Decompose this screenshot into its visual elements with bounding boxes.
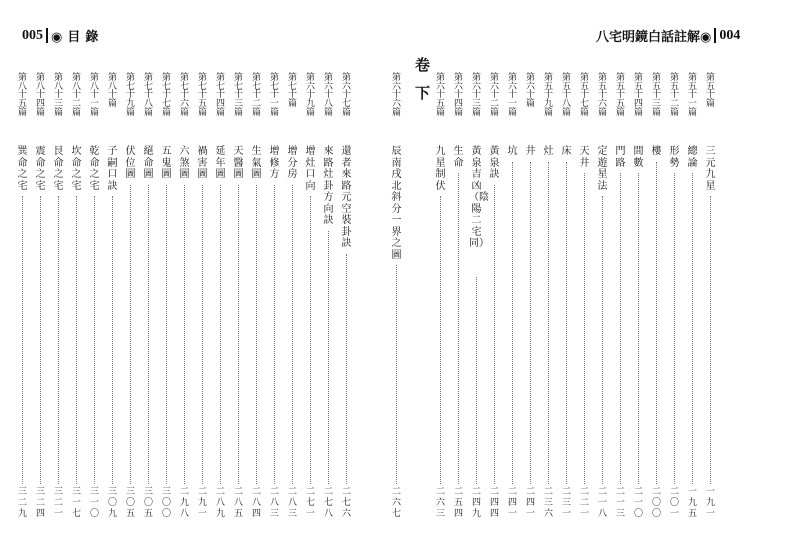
toc-entry	[213, 74, 228, 520]
toc-entry	[631, 74, 646, 520]
chapter-number: 第五十九篇	[543, 73, 553, 118]
leader-dots	[476, 277, 477, 485]
right-page-header	[596, 26, 740, 45]
leader-dots	[274, 185, 275, 485]
chapter-number: 第八十四篇	[35, 73, 45, 118]
page-number: 二〇〇	[651, 487, 661, 519]
chapter-title: 伏位圖	[125, 146, 136, 180]
leader-dots	[346, 254, 347, 485]
leader-dots	[584, 173, 585, 484]
toc-entry	[613, 74, 628, 520]
chapter-number: 第七十六篇	[179, 73, 189, 118]
chapter-number: 第五十八篇	[561, 73, 571, 118]
volume-part-label: 下	[415, 84, 431, 102]
chapter-number: 第七十七篇	[161, 73, 171, 118]
page-number: 二四四	[489, 487, 499, 519]
chapter-number: 第六十六篇	[391, 73, 401, 118]
leader-dots	[566, 162, 567, 485]
page-number: 二九一	[197, 487, 207, 519]
chapter-number: 第六十八篇	[323, 73, 333, 118]
leader-dots	[202, 185, 203, 485]
leader-dots	[76, 196, 77, 484]
toc-entry	[339, 74, 354, 520]
leader-dots	[692, 173, 693, 484]
toc-entry	[595, 74, 610, 520]
leader-dots	[184, 185, 185, 485]
page-number: 二八四	[251, 487, 261, 519]
chapter-number: 第五十二篇	[669, 73, 679, 118]
chapter-title: 六煞圖	[179, 146, 190, 180]
chapter-number: 第六十七篇	[341, 73, 351, 118]
page-number: 二一〇	[633, 487, 643, 519]
book-title: 八宅明鏡白話註解◉	[596, 30, 712, 45]
header-divider	[46, 28, 48, 43]
toc-entry	[141, 74, 156, 520]
page-number: 二八五	[233, 487, 243, 519]
page-number: 二六三	[435, 487, 445, 519]
toc-entry	[685, 74, 700, 520]
page-number: 二四九	[471, 487, 481, 519]
toc-entry	[389, 74, 404, 520]
chapter-number: 第六十九篇	[305, 73, 315, 118]
toc-entry	[321, 74, 336, 520]
page-number: 二五四	[453, 487, 463, 519]
leader-dots	[602, 196, 603, 484]
toc-entry	[469, 73, 489, 520]
chapter-title: 禍害圖	[197, 146, 208, 180]
toc-entry	[195, 74, 210, 520]
page-number: 三二四	[35, 487, 45, 519]
chapter-title: 艮命之宅	[53, 146, 64, 192]
page-number: 二八三	[269, 487, 279, 519]
chapter-title: 乾命之宅	[89, 146, 100, 192]
leader-dots	[130, 185, 131, 485]
toc-entry	[505, 74, 520, 520]
chapter-title: 延年圖	[215, 146, 226, 180]
toc-entry	[231, 74, 246, 520]
toc-entry	[177, 74, 192, 520]
toc-entry	[541, 74, 556, 520]
toc-entry	[285, 74, 300, 520]
page-number: 二三一	[561, 487, 571, 519]
leader-dots	[512, 162, 513, 485]
chapter-title: 灶	[543, 146, 554, 157]
toc-entry	[159, 74, 174, 520]
toc-entry	[649, 74, 664, 520]
page-number: 二四一	[507, 487, 517, 519]
chapter-number: 第六十三篇	[471, 73, 481, 118]
chapter-title: 增分房	[287, 146, 298, 180]
chapter-number: 第五十篇	[705, 73, 715, 110]
page-number: 三二九	[17, 487, 27, 519]
chapter-number: 第八十篇	[107, 73, 117, 110]
chapter-number: 第六十二篇	[489, 73, 499, 118]
leader-dots	[548, 162, 549, 485]
chapter-number: 第五十一篇	[687, 73, 697, 118]
leader-dots	[166, 185, 167, 485]
chapter-title: 天井	[579, 146, 590, 169]
chapter-title: 井	[525, 146, 536, 157]
left-section-label: ◉目錄	[51, 30, 104, 45]
chapter-title: 九星制伏	[435, 146, 446, 192]
chapter-title: 還者來路元空裝卦訣	[341, 146, 352, 249]
leader-dots	[40, 196, 41, 484]
left-page-header	[22, 26, 103, 45]
leader-dots	[638, 173, 639, 484]
chapter-number: 第六十一篇	[507, 73, 517, 118]
leader-dots	[58, 196, 59, 484]
leader-dots	[256, 185, 257, 485]
leader-dots	[458, 173, 459, 484]
toc-entry	[559, 74, 574, 520]
chapter-title: 門路	[615, 146, 626, 169]
leader-dots	[310, 196, 311, 484]
toc-entry	[51, 74, 66, 520]
toc-entry	[33, 74, 48, 520]
chapter-number: 第六十五篇	[435, 73, 445, 118]
chapter-number: 第七十五篇	[197, 73, 207, 118]
page-number: 三〇九	[107, 487, 117, 519]
chapter-title: 震命之宅	[35, 146, 46, 192]
leader-dots	[94, 196, 95, 484]
page-number: 三二一	[53, 487, 63, 519]
left-page-number: 005	[22, 27, 43, 43]
chapter-number: 第五十五篇	[615, 73, 625, 118]
toc-entry	[667, 74, 682, 520]
leader-dots	[396, 265, 397, 484]
chapter-number: 第七十三篇	[233, 73, 243, 118]
chapter-number: 第七十八篇	[143, 73, 153, 118]
page-number: 二三六	[543, 487, 553, 519]
chapter-title: 增灶口向	[305, 146, 316, 192]
page-number: 一九一	[705, 487, 715, 519]
chapter-number: 第七十四篇	[215, 73, 225, 118]
chapter-number: 第五十七篇	[579, 73, 589, 118]
leader-dots	[22, 196, 23, 484]
chapter-title: 絕命圖	[143, 146, 154, 180]
chapter-title: 坎命之宅	[71, 146, 82, 192]
chapter-number: 第七十一篇	[269, 73, 279, 118]
chapter-title: 黃泉訣	[489, 146, 500, 180]
leader-dots	[440, 196, 441, 484]
leader-dots	[656, 162, 657, 485]
chapter-title: 定遊星法	[597, 146, 608, 192]
leader-dots	[238, 185, 239, 485]
page-number: 二四一	[525, 487, 535, 519]
page-number: 三一〇	[89, 487, 99, 519]
chapter-number: 第八十一篇	[89, 73, 99, 118]
page-number: 二一八	[597, 487, 607, 519]
toc-entry	[523, 74, 538, 520]
leader-dots	[530, 162, 531, 485]
toc-entry	[303, 74, 318, 520]
page-number: 二八九	[215, 487, 225, 519]
chapter-number: 第五十四篇	[633, 73, 643, 118]
chapter-title: 總論	[687, 146, 698, 169]
page-number: 三〇五	[125, 487, 135, 519]
leader-dots	[112, 196, 113, 484]
chapter-number: 第七十九篇	[125, 73, 135, 118]
chapter-number: 第五十六篇	[597, 73, 607, 118]
toc-entry	[249, 74, 264, 520]
chapter-title: 增修方	[269, 146, 280, 180]
chapter-title: 生氣圖	[251, 146, 262, 180]
page-number: 二七一	[305, 487, 315, 519]
page-number: 二九八	[179, 487, 189, 519]
toc-entry	[577, 74, 592, 520]
leader-dots	[292, 185, 293, 485]
page-number: 二八三	[287, 487, 297, 519]
chapter-number: 第七十二篇	[251, 73, 261, 118]
leader-dots	[494, 185, 495, 485]
page-number: 二七六	[341, 487, 351, 519]
chapter-number: 第六十篇	[525, 73, 535, 110]
page-number: 二〇一	[669, 487, 679, 519]
chapter-title: 三元九星	[705, 146, 716, 192]
page-number: 三一七	[71, 487, 81, 519]
toc-entry	[703, 74, 718, 520]
toc-entry	[15, 74, 30, 520]
page-number: 一九五	[687, 487, 697, 519]
chapter-title: 樓	[651, 146, 662, 157]
chapter-title: 子嗣口訣	[107, 146, 118, 192]
toc-entry	[267, 74, 282, 520]
chapter-number: 第八十五篇	[17, 73, 27, 118]
page-number: 二六七	[391, 487, 401, 519]
chapter-title: 來路灶卦方向訣	[323, 146, 334, 226]
chapter-title: 黃泉吉凶（陰陽二宅同）	[469, 146, 489, 249]
chapter-number: 第七十篇	[287, 73, 297, 110]
page-number: 二一三	[615, 487, 625, 519]
toc-entry	[433, 74, 448, 520]
toc-entry	[87, 74, 102, 520]
chapter-title: 五鬼圖	[161, 146, 172, 180]
leader-dots	[220, 185, 221, 485]
header-divider	[714, 28, 716, 43]
leader-dots	[620, 173, 621, 484]
page-number: 二七八	[323, 487, 333, 519]
chapter-title: 坑	[507, 146, 518, 157]
page-number: 三〇〇	[161, 487, 171, 519]
chapter-number: 第八十三篇	[53, 73, 63, 118]
toc-entry	[105, 74, 120, 520]
chapter-number: 第八十二篇	[71, 73, 81, 118]
page-number: 三〇五	[143, 487, 153, 519]
page-number: 二二一	[579, 487, 589, 519]
chapter-title: 間數	[633, 146, 644, 169]
leader-dots	[710, 196, 711, 484]
leader-dots	[674, 173, 675, 484]
chapter-title: 床	[561, 146, 572, 157]
right-page-number: 004	[719, 27, 741, 43]
chapter-number: 第六十四篇	[453, 73, 463, 118]
toc-entry	[69, 74, 84, 520]
toc-entry	[487, 74, 502, 520]
volume-label: 卷	[415, 56, 431, 74]
chapter-title: 生命	[453, 146, 464, 169]
chapter-number: 第五十三篇	[651, 73, 661, 118]
chapter-title: 天醫圖	[233, 146, 244, 180]
chapter-title: 辰南戌北斜分一界之圖	[391, 146, 402, 261]
leader-dots	[328, 231, 329, 485]
toc-entry	[451, 74, 466, 520]
toc-entry	[123, 74, 138, 520]
chapter-title: 巽命之宅	[17, 146, 28, 192]
leader-dots	[148, 185, 149, 485]
chapter-title: 形勢	[669, 146, 680, 169]
